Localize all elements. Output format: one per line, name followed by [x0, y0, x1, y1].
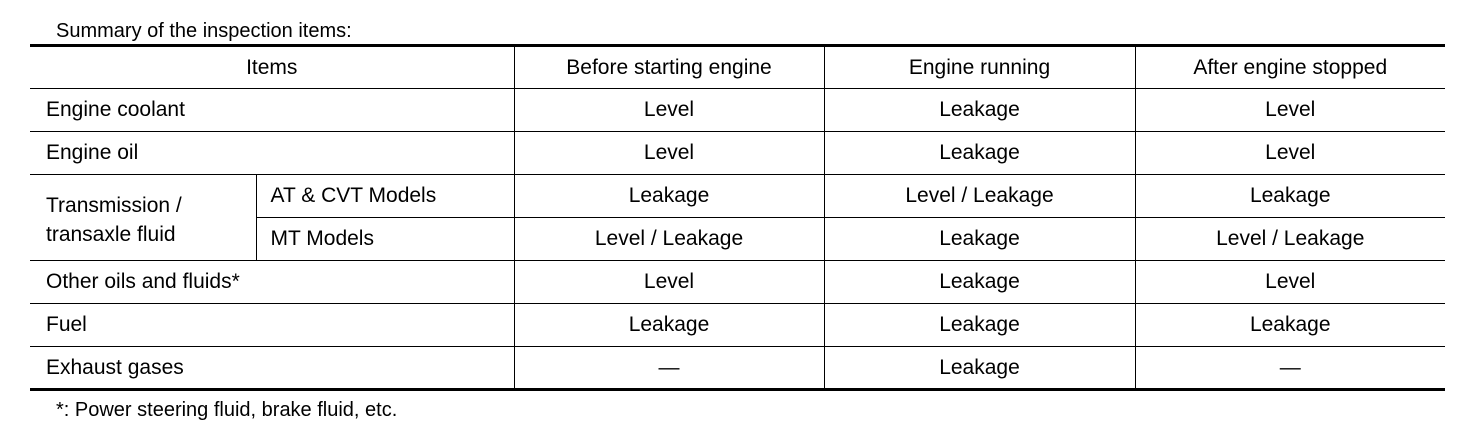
row-label-at-cvt-models: AT & CVT Models	[256, 175, 514, 218]
row-label-transmission-fluid: Transmission / transaxle fluid	[30, 175, 256, 261]
cell-running: Leakage	[824, 132, 1135, 175]
row-label-engine-coolant: Engine coolant	[30, 89, 514, 132]
table-row	[30, 175, 1445, 218]
table-header-row	[30, 46, 1445, 89]
cell-after: Leakage	[1135, 304, 1445, 347]
cell-before: Level	[514, 132, 824, 175]
cell-after: Level	[1135, 89, 1445, 132]
row-label-fuel: Fuel	[30, 304, 514, 347]
row-label-exhaust-gases: Exhaust gases	[30, 347, 514, 390]
cell-after: Level	[1135, 261, 1445, 304]
header-items: Items	[30, 46, 514, 89]
header-engine-running: Engine running	[824, 46, 1135, 89]
table-row	[30, 89, 1445, 132]
cell-before: —	[514, 347, 824, 390]
table-row	[30, 347, 1445, 390]
cell-before: Leakage	[514, 304, 824, 347]
cell-after: Level / Leakage	[1135, 218, 1445, 261]
table-row	[30, 304, 1445, 347]
cell-running: Leakage	[824, 304, 1135, 347]
inspection-summary-table	[30, 44, 1445, 391]
cell-after: Level	[1135, 132, 1445, 175]
row-label-other-oils-fluids: Other oils and fluids*	[30, 261, 514, 304]
cell-running: Level / Leakage	[824, 175, 1135, 218]
cell-running: Leakage	[824, 218, 1135, 261]
cell-before: Leakage	[514, 175, 824, 218]
cell-running: Leakage	[824, 347, 1135, 390]
cell-before: Level	[514, 89, 824, 132]
table-row	[30, 261, 1445, 304]
cell-before: Level	[514, 261, 824, 304]
cell-before: Level / Leakage	[514, 218, 824, 261]
table-caption: Summary of the inspection items:	[56, 20, 352, 42]
header-after-engine-stopped: After engine stopped	[1135, 46, 1445, 89]
table-footnote: *: Power steering fluid, brake fluid, etc.	[56, 399, 398, 421]
cell-after: —	[1135, 347, 1445, 390]
cell-after: Leakage	[1135, 175, 1445, 218]
cell-running: Leakage	[824, 89, 1135, 132]
table-row	[30, 132, 1445, 175]
header-before-starting-engine: Before starting engine	[514, 46, 824, 89]
row-label-mt-models: MT Models	[256, 218, 514, 261]
row-label-engine-oil: Engine oil	[30, 132, 514, 175]
cell-running: Leakage	[824, 261, 1135, 304]
